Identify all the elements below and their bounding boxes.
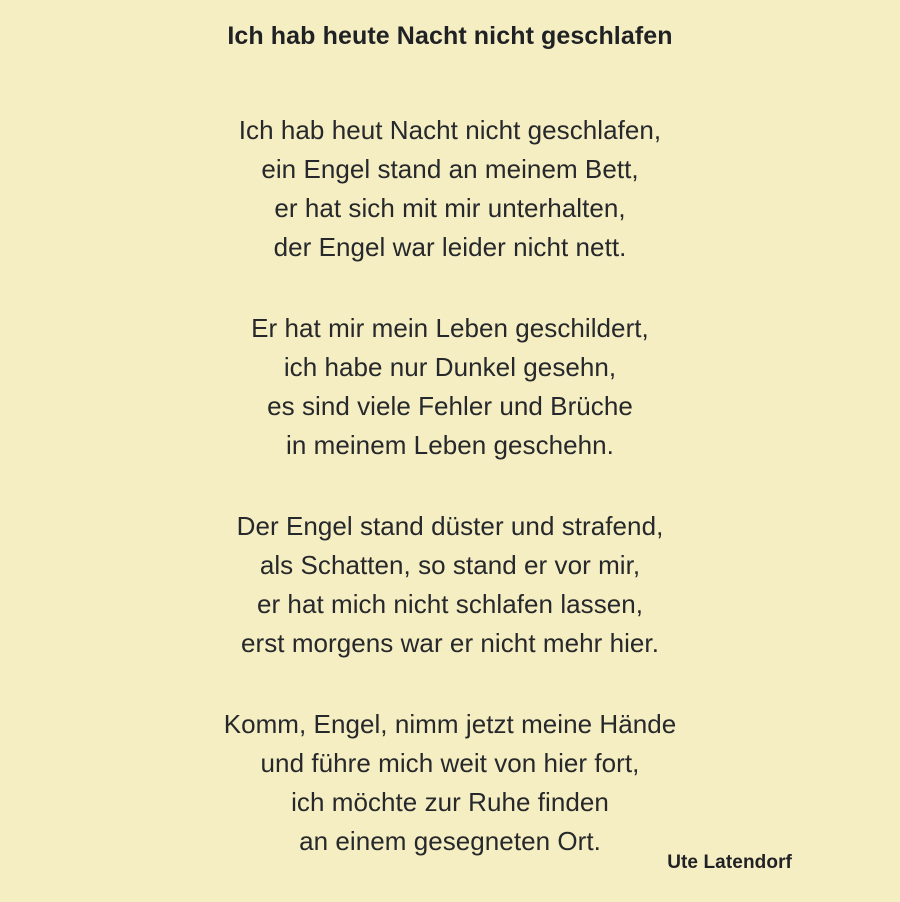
poem-line: ich möchte zur Ruhe finden [291, 786, 609, 817]
poem-line: in meinem Leben geschehn. [286, 429, 614, 460]
stanza [40, 705, 860, 861]
poem-line: ein Engel stand an meinem Bett, [261, 153, 639, 184]
poem-line: der Engel war leider nicht nett. [273, 231, 627, 262]
poem-body [0, 111, 900, 861]
poem-line: Er hat mir mein Leben geschildert, [251, 312, 649, 343]
poem-line: Ich hab heut Nacht nicht geschlafen, [238, 114, 662, 145]
poem-line: ich habe nur Dunkel gesehn, [283, 351, 617, 382]
poem-line: erst morgens war er nicht mehr hier. [241, 627, 659, 658]
stanza [40, 507, 860, 663]
poem-line: und führe mich weit von hier fort, [260, 747, 640, 778]
stanza [40, 111, 860, 267]
poem-line: an einem gesegneten Ort. [299, 825, 601, 856]
poem-line: er hat sich mit mir unterhalten, [274, 192, 626, 223]
stanza [40, 309, 860, 465]
poem-line: Komm, Engel, nimm jetzt meine Hände [223, 708, 677, 739]
poem-line: als Schatten, so stand er vor mir, [259, 549, 641, 580]
poem-line: Der Engel stand düster und strafend, [236, 510, 664, 541]
poem-line: es sind viele Fehler und Brüche [267, 390, 633, 421]
page-title: Ich hab heute Nacht nicht geschlafen [227, 22, 673, 50]
poem-line: er hat mich nicht schlafen lassen, [256, 588, 644, 619]
author-credit: Ute Latendorf [667, 852, 792, 873]
